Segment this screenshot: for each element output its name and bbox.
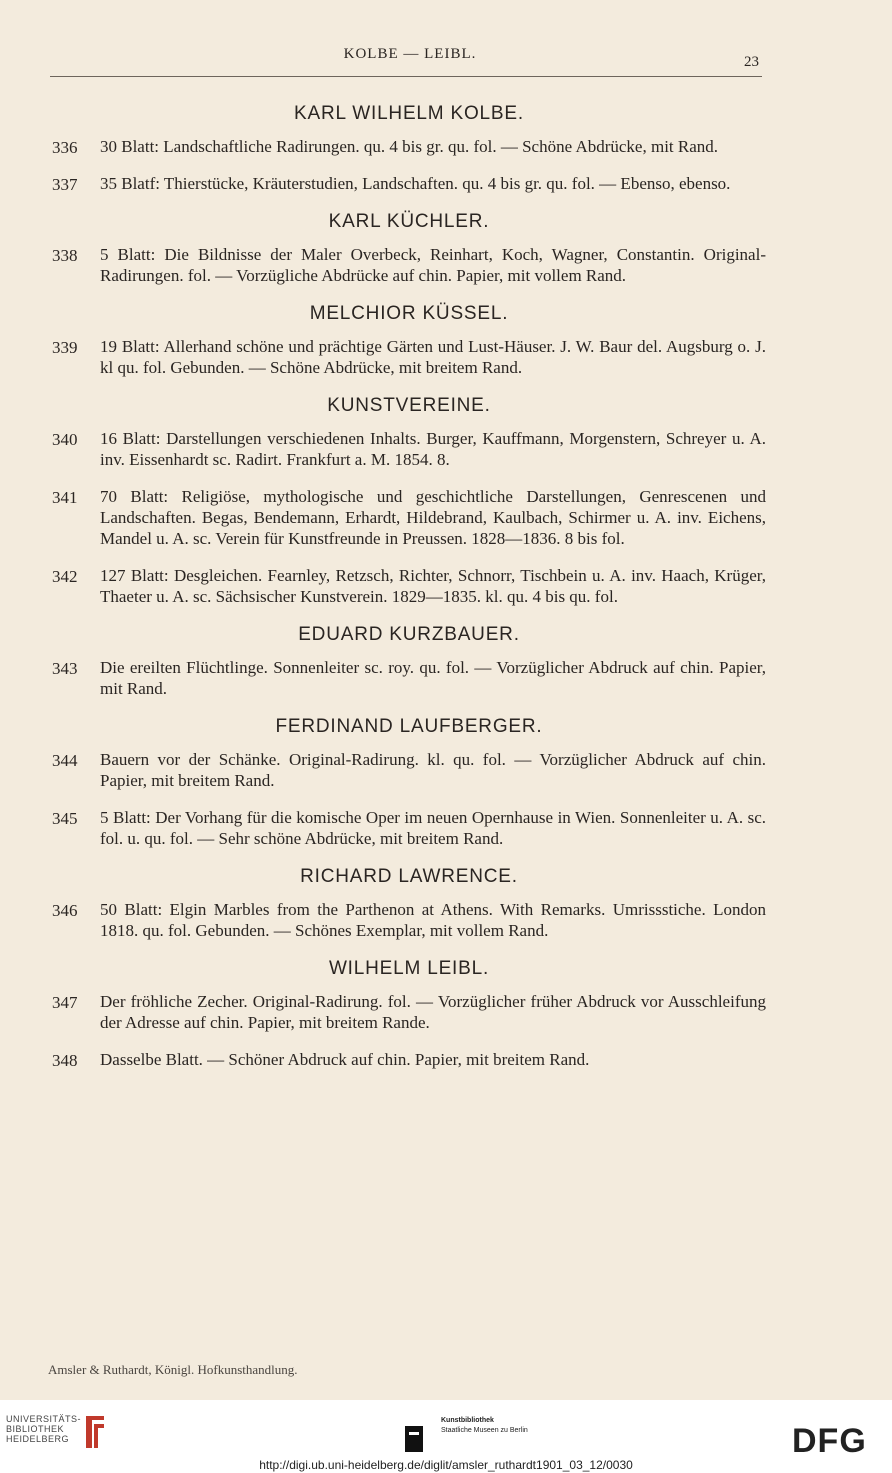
- lot-number: 336: [52, 138, 78, 157]
- section-heading: RICHARD LAWRENCE.: [300, 866, 518, 887]
- lot-description: Die ereilten Flüchtlinge. Sonnenleiter sc. roy. qu. fol. — Vorzüglicher Abdruck auf chin. Papier, mit Rand.: [100, 658, 766, 698]
- lot-description: 30 Blatt: Landschaftliche Radirungen. qu. 4 bis gr. qu. fol. — Schöne Abdrücke, mit Rand.: [100, 137, 719, 156]
- header-rule: [50, 76, 762, 77]
- lot-number: 343: [52, 659, 78, 678]
- catalog-entry: [52, 565, 766, 607]
- catalog-entry: [52, 428, 766, 470]
- section-heading: KARL WILHELM KOLBE.: [294, 103, 524, 124]
- page-number: 23: [744, 54, 759, 70]
- lot-number: 347: [52, 993, 78, 1012]
- kunstbibliothek-mark-icon: [405, 1426, 423, 1452]
- lot-description: 50 Blatt: Elgin Marbles from the Parthenon at Athens. With Remarks. Umrissstiche. London 1818. qu. fol. Gebunden. — Schönes Exemplar, mit vollem Rand.: [100, 900, 766, 940]
- catalog-entry: [52, 807, 766, 849]
- catalog-entry: [52, 486, 766, 549]
- section-heading: MELCHIOR KÜSSEL.: [309, 303, 509, 324]
- kunstbibliothek-title: Kunstbibliothek: [441, 1417, 494, 1424]
- lot-description: Bauern vor der Schänke. Original-Radirung. kl. qu. fol. — Vorzüglicher Abdruck auf chin. Papier, mit breitem Rand.: [100, 750, 766, 790]
- university-logo-line: BIBLIOTHEK: [6, 1424, 65, 1434]
- lot-description: 35 Blatf: Thierstücke, Kräuterstudien, Landschaften. qu. 4 bis gr. qu. fol. — Ebenso, ebenso.: [100, 174, 731, 193]
- lot-description: 5 Blatt: Die Bildnisse der Maler Overbeck, Reinhart, Koch, Wagner, Constantin. Original-Radirungen. fol. — Vorzügliche Abdrücke auf chin. Papier, mit vollem Rand.: [100, 245, 766, 285]
- lot-number: 338: [52, 246, 78, 265]
- catalog-entry: [52, 657, 766, 699]
- university-emblem-icon: [82, 1412, 108, 1452]
- section-heading: KARL KÜCHLER.: [328, 211, 490, 232]
- lot-number: 345: [52, 809, 78, 828]
- catalog-entry: [52, 244, 766, 286]
- catalog-entry: [52, 336, 766, 378]
- university-logo-line: HEIDELBERG: [6, 1434, 70, 1444]
- source-url[interactable]: http://digi.ub.uni-heidelberg.de/diglit/amsler_ruthardt1901_03_12/0030: [259, 1458, 633, 1472]
- lot-number: 341: [52, 488, 78, 507]
- university-logo-line: UNIVERSITÄTS-: [6, 1414, 82, 1424]
- lot-description: 5 Blatt: Der Vorhang für die komische Oper im neuen Opernhause in Wien. Sonnenleiter u. A. sc. fol. u. qu. fol. — Sehr schöne Abdrücke, mit breitem Rand.: [100, 808, 766, 848]
- section-heading: FERDINAND LAUFBERGER.: [275, 716, 543, 737]
- catalog-entry: [52, 899, 766, 941]
- lot-description: Der fröhliche Zecher. Original-Radirung. fol. — Vorzüglicher früher Abdruck vor Ausschleifung der Adresse auf chin. Papier, mit breitem Rande.: [100, 992, 766, 1032]
- running-title: KOLBE — LEIBL.: [343, 46, 477, 62]
- catalog-entry: [52, 749, 766, 791]
- catalog-entry: [52, 136, 766, 157]
- section-heading: KUNSTVEREINE.: [327, 395, 491, 416]
- university-library-logo: [6, 1414, 81, 1444]
- catalog-entry: [52, 1049, 766, 1070]
- lot-number: 340: [52, 430, 78, 449]
- lot-description: 16 Blatt: Darstellungen verschiedenen Inhalts. Burger, Kauffmann, Morgenstern, Schreyer u. A. inv. Eissenhardt sc. Radirt. Frankfurt a. M. 1854. 8.: [100, 429, 766, 469]
- publisher-imprint: Amsler & Ruthardt, Königl. Hofkunsthandlung.: [48, 1362, 298, 1377]
- section-heading: EDUARD KURZBAUER.: [298, 624, 520, 645]
- lot-description: Dasselbe Blatt. — Schöner Abdruck auf chin. Papier, mit breitem Rand.: [100, 1050, 590, 1069]
- lot-number: 348: [52, 1051, 78, 1070]
- section-heading: WILHELM LEIBL.: [328, 958, 490, 979]
- lot-number: 344: [52, 751, 78, 770]
- kunstbibliothek-subtitle: Staatliche Museen zu Berlin: [441, 1427, 528, 1434]
- catalog-entry: [52, 173, 766, 194]
- lot-description: 19 Blatt: Allerhand schöne und prächtige Gärten und Lust-Häuser. J. W. Baur del. Augsburg o. J. kl qu. fol. Gebunden. — Schöne Abdrücke, mit breitem Rand.: [100, 337, 766, 377]
- lot-description: 127 Blatt: Desgleichen. Fearnley, Retzsch, Richter, Schnorr, Tischbein u. A. inv. Haach, Krüger, Thaeter u. A. sc. Sächsischer Kunstverein. 1829—1835. kl. qu. 4 bis qu. fol.: [100, 566, 766, 606]
- lot-number: 339: [52, 338, 78, 357]
- catalog-content: [52, 92, 766, 1086]
- catalog-entry: [52, 991, 766, 1033]
- lot-number: 342: [52, 567, 78, 586]
- lot-number: 346: [52, 901, 78, 920]
- lot-number: 337: [52, 175, 78, 194]
- dfg-logo: DFG: [792, 1422, 867, 1460]
- digitization-footer: [0, 1400, 892, 1473]
- lot-description: 70 Blatt: Religiöse, mythologische und geschichtliche Darstellungen, Genrescenen und Landschaften. Begas, Bendemann, Erhardt, Hildebrand, Kaulbach, Schirmer u. A. inv. Eichens, Mandel u. A. sc. Verein für Kunstfreunde in Preussen. 1828—1836. 8 bis fol.: [100, 487, 766, 548]
